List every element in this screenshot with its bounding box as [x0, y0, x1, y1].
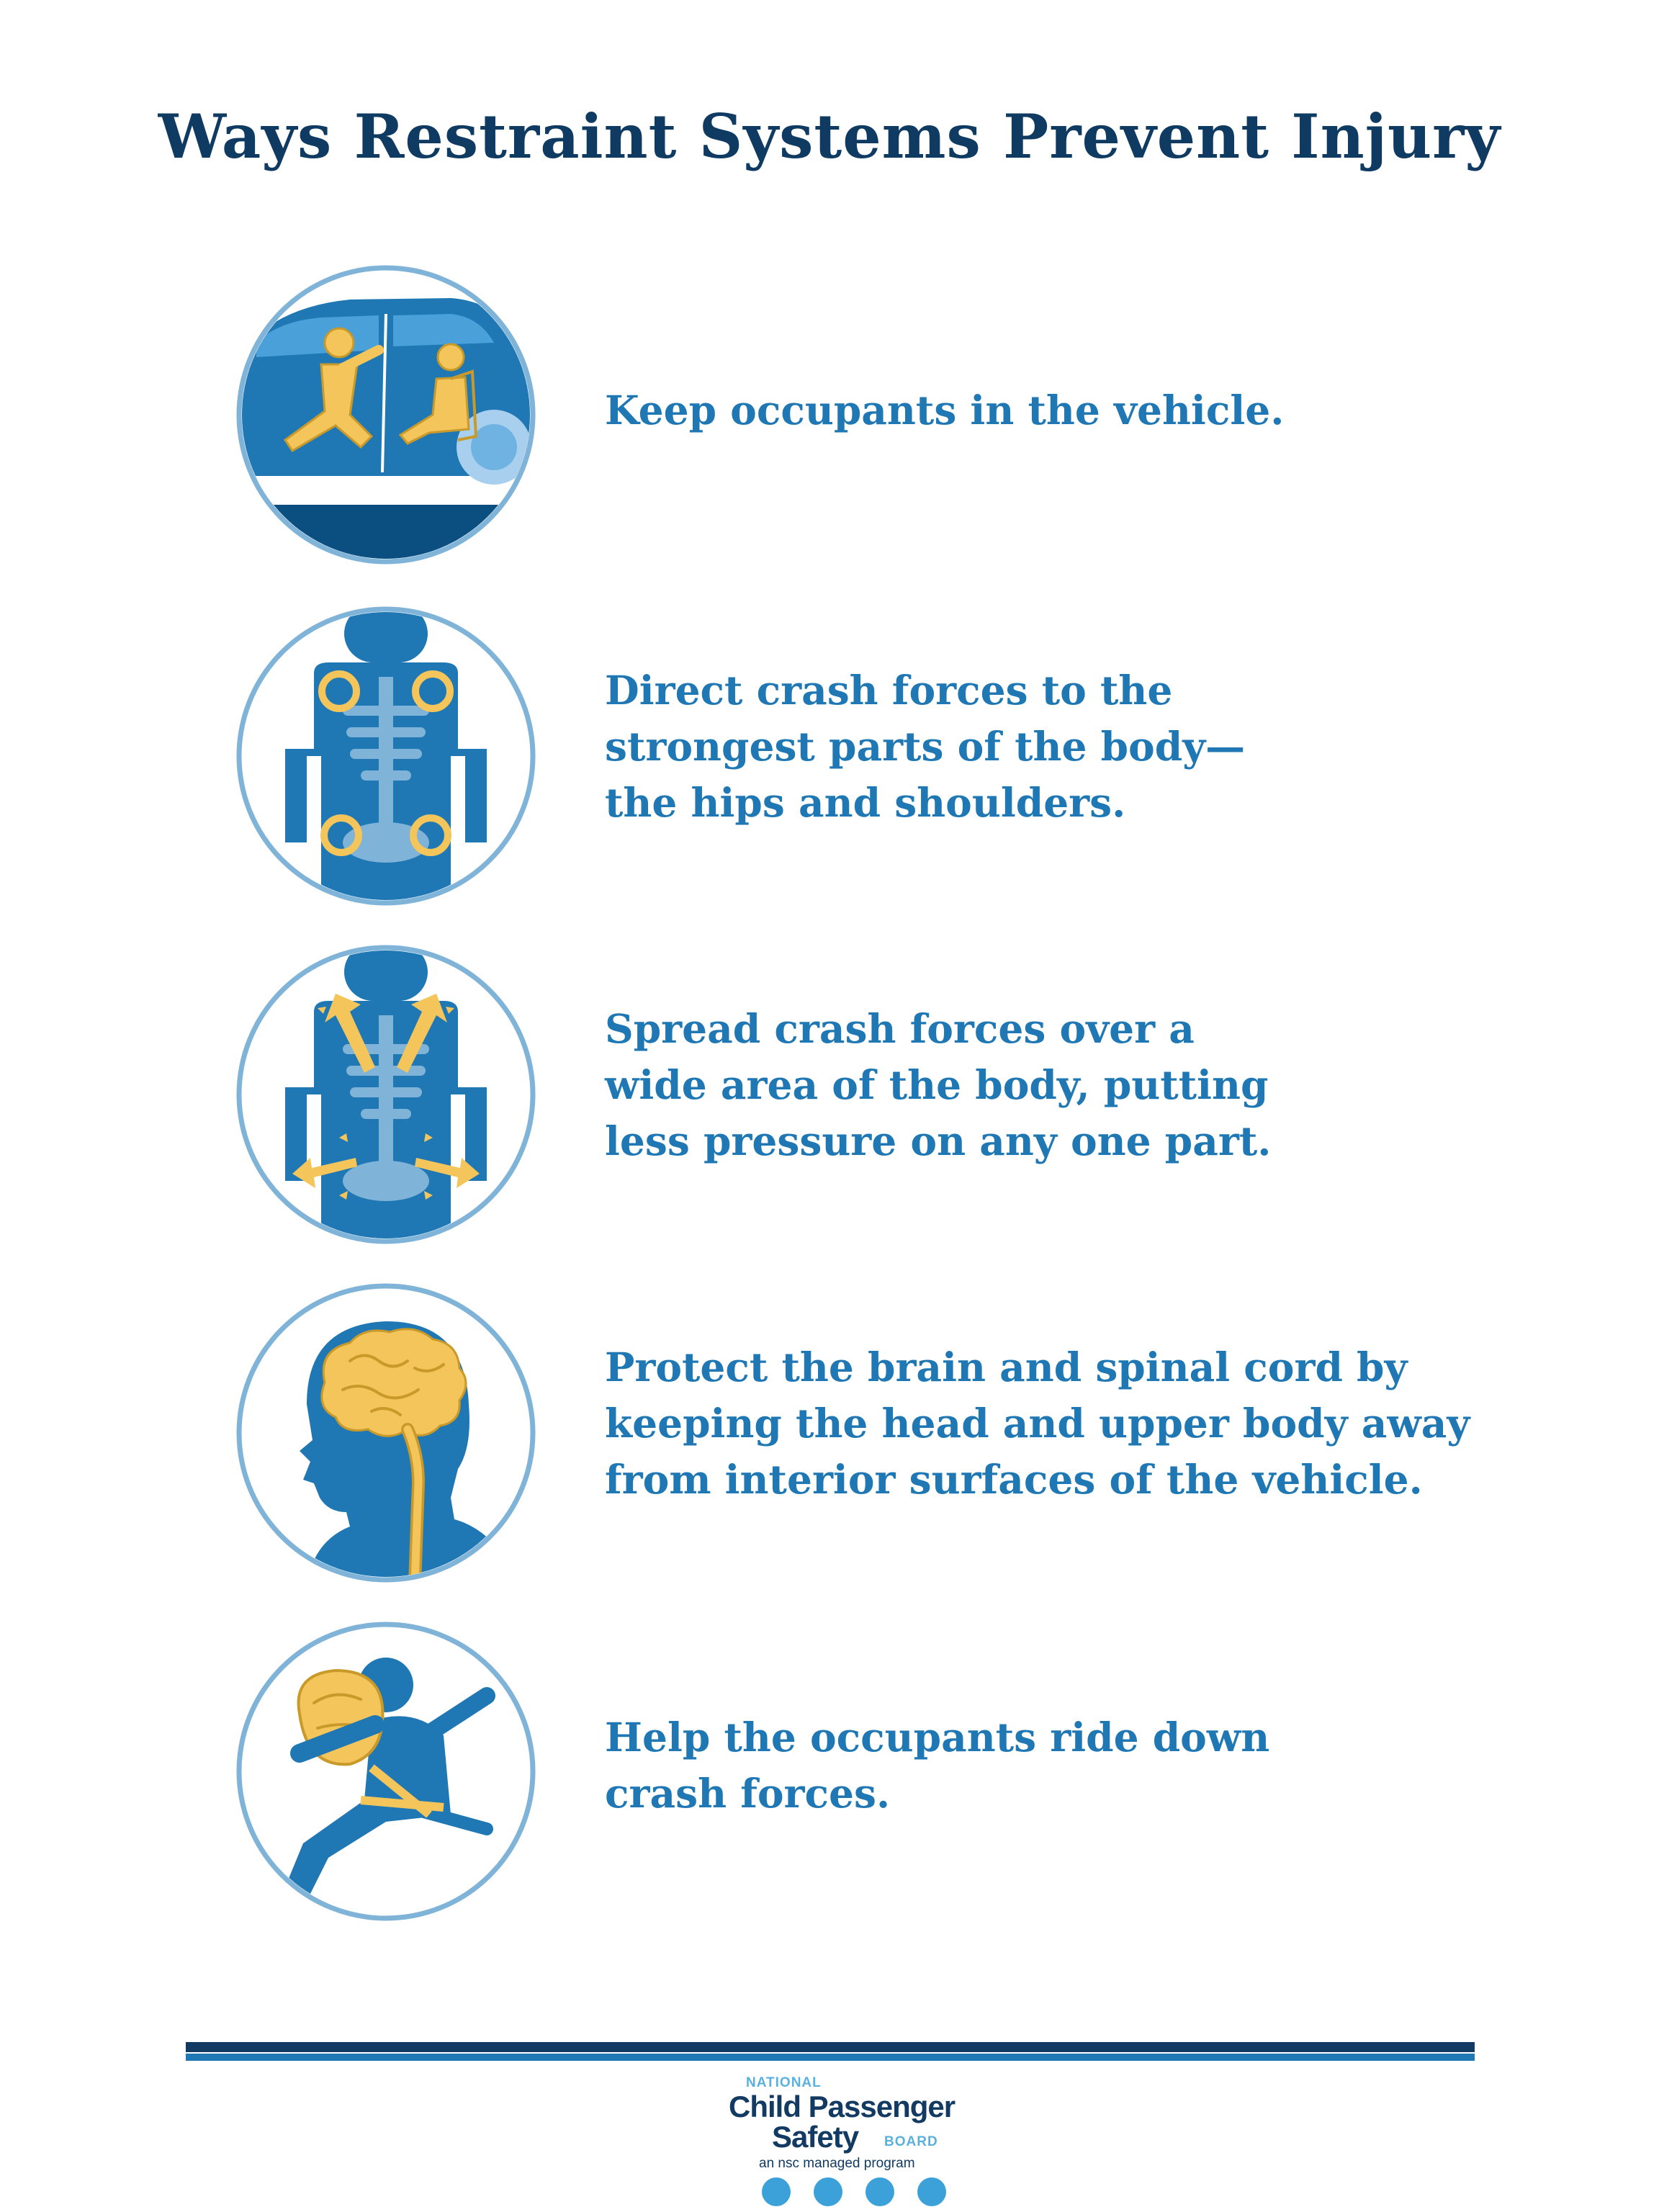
item-text-line: wide area of the body, putting: [605, 1061, 1269, 1108]
logo-national: NATIONAL: [746, 2075, 822, 2090]
list-item: [0, 943, 1659, 1253]
logo-icons: [762, 2177, 949, 2209]
list-item: [0, 264, 1659, 573]
car-seat-icon: [762, 2177, 791, 2206]
car-occupants-icon: [235, 264, 537, 566]
logo-tagline: an nsc managed program: [759, 2156, 915, 2171]
logo-name-line2: Safety: [772, 2120, 859, 2154]
item-text-line: crash forces.: [605, 1770, 891, 1817]
footer-divider-accent: [186, 2054, 1475, 2061]
item-text: [605, 1339, 1541, 1508]
item-text-line: keeping the head and upper body away: [605, 1400, 1470, 1447]
list-item: [0, 1620, 1659, 1930]
item-text-line: Keep occupants in the vehicle.: [605, 387, 1285, 433]
cpsb-logo: [677, 2072, 994, 2209]
body-hips-shoulders-icon: [235, 605, 537, 907]
logo-board: BOARD: [884, 2134, 938, 2149]
item-text-line: Direct crash forces to the: [605, 667, 1173, 714]
item-text-line: from interior surfaces of the vehicle.: [605, 1456, 1423, 1503]
item-text-line: strongest parts of the body—: [605, 723, 1246, 770]
list-item: [0, 1282, 1659, 1591]
item-text: [605, 382, 1541, 439]
item-text-line: Protect the brain and spinal cord by: [605, 1344, 1408, 1390]
page-title: Ways Restraint Systems Prevent Injury: [158, 101, 1501, 172]
item-text: [605, 1709, 1541, 1822]
item-text-line: less pressure on any one part.: [605, 1118, 1272, 1164]
item-text-line: the hips and shoulders.: [605, 779, 1126, 826]
item-text: [605, 1001, 1541, 1169]
seatbelt-icon: [917, 2177, 946, 2206]
item-text-line: Help the occupants ride down: [605, 1714, 1270, 1761]
list-item: [0, 605, 1659, 914]
item-text: [605, 662, 1541, 831]
brain-spinal-cord-icon: [235, 1282, 537, 1584]
airbag-seatbelt-icon: [235, 1620, 537, 1923]
booster-icon: [814, 2177, 842, 2206]
logo-name-line1: Child Passenger: [729, 2090, 956, 2123]
footer-divider: [186, 2042, 1475, 2052]
item-text-line: Spread crash forces over a: [605, 1005, 1195, 1052]
vehicle-icon: [866, 2177, 894, 2206]
body-spread-forces-icon: [235, 943, 537, 1246]
